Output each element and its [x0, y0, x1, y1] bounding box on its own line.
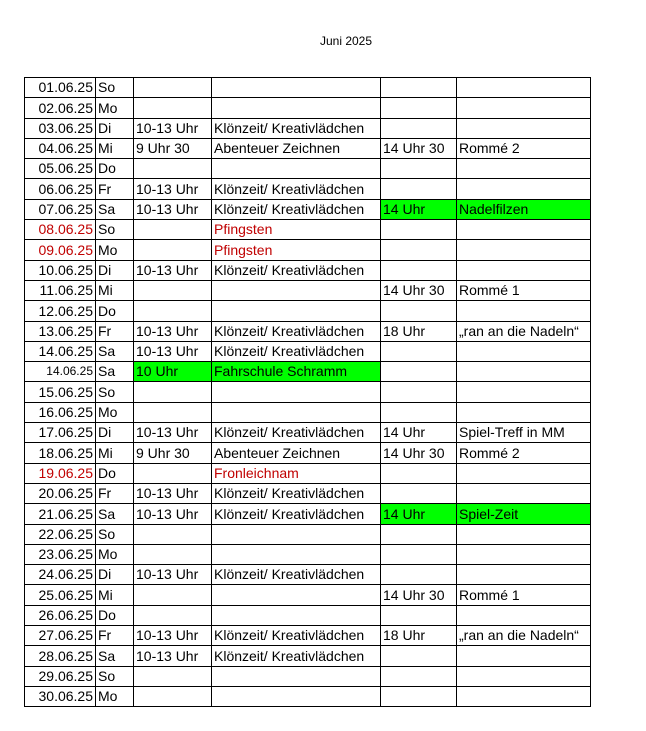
time1-cell: 10-13 Uhr — [134, 341, 212, 361]
event2-cell: Nadelfilzen — [457, 199, 591, 219]
time2-cell — [381, 605, 457, 625]
event1-cell: Klönzeit/ Kreativlädchen — [212, 118, 381, 138]
event1-cell: Klönzeit/ Kreativlädchen — [212, 626, 381, 646]
event2-cell — [457, 463, 591, 483]
weekday-cell: Mo — [96, 98, 134, 118]
event1-cell — [212, 78, 381, 98]
weekday-cell: So — [96, 78, 134, 98]
time2-cell — [381, 240, 457, 260]
event2-cell — [457, 605, 591, 625]
event1-cell: Klönzeit/ Kreativlädchen — [212, 179, 381, 199]
time2-cell — [381, 483, 457, 503]
table-row — [25, 301, 591, 321]
date-cell: 12.06.25 — [25, 301, 96, 321]
time2-cell — [381, 666, 457, 686]
event2-cell — [457, 78, 591, 98]
time2-cell — [381, 402, 457, 422]
table-row — [25, 443, 591, 463]
weekday-cell: Sa — [96, 646, 134, 666]
table-row — [25, 483, 591, 503]
weekday-cell: Di — [96, 260, 134, 280]
table-row — [25, 565, 591, 585]
date-cell: 14.06.25 — [25, 341, 96, 361]
weekday-cell: Mo — [96, 402, 134, 422]
time2-cell: 14 Uhr 30 — [381, 443, 457, 463]
weekday-cell: Do — [96, 605, 134, 625]
time2-cell — [381, 686, 457, 706]
event2-cell — [457, 382, 591, 402]
table-row — [25, 544, 591, 564]
weekday-cell: Mi — [96, 138, 134, 158]
weekday-cell: Di — [96, 565, 134, 585]
date-cell: 16.06.25 — [25, 402, 96, 422]
table-row — [25, 362, 591, 382]
weekday-cell: Mi — [96, 280, 134, 300]
time2-cell — [381, 78, 457, 98]
event2-cell: Spiel-Zeit — [457, 504, 591, 524]
time2-cell: 14 Uhr 30 — [381, 585, 457, 605]
event2-cell — [457, 524, 591, 544]
event1-cell: Klönzeit/ Kreativlädchen — [212, 341, 381, 361]
weekday-cell: Sa — [96, 362, 134, 382]
table-row — [25, 240, 591, 260]
date-cell: 05.06.25 — [25, 159, 96, 179]
event1-cell: Klönzeit/ Kreativlädchen — [212, 423, 381, 443]
table-row — [25, 260, 591, 280]
event1-cell — [212, 544, 381, 564]
table-row — [25, 585, 591, 605]
time1-cell — [134, 585, 212, 605]
weekday-cell: Di — [96, 423, 134, 443]
table-row — [25, 280, 591, 300]
weekday-cell: Do — [96, 463, 134, 483]
event2-cell — [457, 362, 591, 382]
event1-cell — [212, 98, 381, 118]
weekday-cell: Mo — [96, 686, 134, 706]
time2-cell — [381, 565, 457, 585]
table-row — [25, 98, 591, 118]
event2-cell — [457, 240, 591, 260]
time2-cell: 14 Uhr — [381, 504, 457, 524]
time2-cell — [381, 463, 457, 483]
time2-cell — [381, 118, 457, 138]
table-row — [25, 138, 591, 158]
time2-cell — [381, 220, 457, 240]
time1-cell — [134, 301, 212, 321]
weekday-cell: So — [96, 524, 134, 544]
event2-cell: „ran an die Nadeln“ — [457, 321, 591, 341]
time1-cell: 10-13 Uhr — [134, 179, 212, 199]
time1-cell — [134, 544, 212, 564]
time2-cell: 18 Uhr — [381, 321, 457, 341]
time2-cell — [381, 98, 457, 118]
date-cell: 30.06.25 — [25, 686, 96, 706]
event2-cell — [457, 646, 591, 666]
time1-cell — [134, 524, 212, 544]
date-cell: 03.06.25 — [25, 118, 96, 138]
date-cell: 01.06.25 — [25, 78, 96, 98]
time1-cell: 10-13 Uhr — [134, 504, 212, 524]
event1-cell — [212, 605, 381, 625]
event1-cell: Pfingsten — [212, 220, 381, 240]
calendar-body — [25, 78, 591, 707]
time1-cell: 10-13 Uhr — [134, 199, 212, 219]
weekday-cell: Mi — [96, 443, 134, 463]
date-cell: 04.06.25 — [25, 138, 96, 158]
event1-cell — [212, 524, 381, 544]
event2-cell: Rommé 2 — [457, 138, 591, 158]
weekday-cell: Sa — [96, 341, 134, 361]
event1-cell: Abenteuer Zeichnen — [212, 443, 381, 463]
time2-cell — [381, 341, 457, 361]
date-cell: 25.06.25 — [25, 585, 96, 605]
date-cell: 07.06.25 — [25, 199, 96, 219]
table-row — [25, 402, 591, 422]
date-cell: 21.06.25 — [25, 504, 96, 524]
time2-cell — [381, 524, 457, 544]
date-cell: 20.06.25 — [25, 483, 96, 503]
event2-cell: „ran an die Nadeln“ — [457, 626, 591, 646]
date-cell: 06.06.25 — [25, 179, 96, 199]
date-cell: 10.06.25 — [25, 260, 96, 280]
event1-cell: Pfingsten — [212, 240, 381, 260]
time2-cell — [381, 646, 457, 666]
event1-cell: Klönzeit/ Kreativlädchen — [212, 483, 381, 503]
event2-cell — [457, 220, 591, 240]
event1-cell — [212, 666, 381, 686]
weekday-cell: Mo — [96, 240, 134, 260]
time2-cell: 14 Uhr — [381, 199, 457, 219]
time2-cell — [381, 544, 457, 564]
date-cell: 17.06.25 — [25, 423, 96, 443]
time1-cell: 10-13 Uhr — [134, 423, 212, 443]
weekday-cell: Mo — [96, 544, 134, 564]
time1-cell: 10-13 Uhr — [134, 483, 212, 503]
event2-cell — [457, 686, 591, 706]
time1-cell — [134, 666, 212, 686]
time2-cell: 18 Uhr — [381, 626, 457, 646]
time1-cell — [134, 382, 212, 402]
event2-cell — [457, 118, 591, 138]
event1-cell — [212, 382, 381, 402]
table-row — [25, 118, 591, 138]
page-title: Juni 2025 — [319, 34, 373, 48]
date-cell: 13.06.25 — [25, 321, 96, 341]
weekday-cell: Mi — [96, 585, 134, 605]
time2-cell — [381, 260, 457, 280]
table-row — [25, 605, 591, 625]
event2-cell: Spiel-Treff in MM — [457, 423, 591, 443]
table-row — [25, 666, 591, 686]
weekday-cell: So — [96, 666, 134, 686]
event1-cell: Klönzeit/ Kreativlädchen — [212, 565, 381, 585]
table-row — [25, 423, 591, 443]
time2-cell: 14 Uhr 30 — [381, 280, 457, 300]
table-row — [25, 382, 591, 402]
date-cell: 15.06.25 — [25, 382, 96, 402]
event1-cell: Klönzeit/ Kreativlädchen — [212, 321, 381, 341]
table-row — [25, 626, 591, 646]
table-row — [25, 504, 591, 524]
event1-cell: Klönzeit/ Kreativlädchen — [212, 646, 381, 666]
event2-cell — [457, 565, 591, 585]
event1-cell — [212, 585, 381, 605]
date-cell: 28.06.25 — [25, 646, 96, 666]
time2-cell — [381, 382, 457, 402]
time1-cell — [134, 159, 212, 179]
table-row — [25, 199, 591, 219]
weekday-cell: Fr — [96, 626, 134, 646]
time1-cell: 9 Uhr 30 — [134, 138, 212, 158]
event1-cell — [212, 402, 381, 422]
event2-cell — [457, 98, 591, 118]
date-cell: 11.06.25 — [25, 280, 96, 300]
event2-cell — [457, 483, 591, 503]
table-row — [25, 220, 591, 240]
date-cell: 18.06.25 — [25, 443, 96, 463]
event1-cell — [212, 159, 381, 179]
weekday-cell: Fr — [96, 179, 134, 199]
time2-cell: 14 Uhr — [381, 423, 457, 443]
event1-cell: Fronleichnam — [212, 463, 381, 483]
time1-cell: 10-13 Uhr — [134, 321, 212, 341]
weekday-cell: Sa — [96, 504, 134, 524]
time1-cell: 9 Uhr 30 — [134, 443, 212, 463]
event1-cell: Klönzeit/ Kreativlädchen — [212, 504, 381, 524]
event2-cell: Rommé 1 — [457, 280, 591, 300]
time1-cell — [134, 280, 212, 300]
weekday-cell: Sa — [96, 199, 134, 219]
table-row — [25, 646, 591, 666]
time2-cell — [381, 301, 457, 321]
time1-cell: 10-13 Uhr — [134, 260, 212, 280]
date-cell: 27.06.25 — [25, 626, 96, 646]
time1-cell: 10-13 Uhr — [134, 565, 212, 585]
event1-cell: Klönzeit/ Kreativlädchen — [212, 260, 381, 280]
event2-cell — [457, 260, 591, 280]
event2-cell: Rommé 1 — [457, 585, 591, 605]
table-row — [25, 179, 591, 199]
time2-cell: 14 Uhr 30 — [381, 138, 457, 158]
time1-cell — [134, 78, 212, 98]
table-row — [25, 463, 591, 483]
weekday-cell: So — [96, 382, 134, 402]
event1-cell: Fahrschule Schramm — [212, 362, 381, 382]
date-cell: 22.06.25 — [25, 524, 96, 544]
time2-cell — [381, 362, 457, 382]
calendar-table — [24, 77, 591, 707]
table-row — [25, 159, 591, 179]
event2-cell — [457, 179, 591, 199]
date-cell: 08.06.25 — [25, 220, 96, 240]
date-cell: 19.06.25 — [25, 463, 96, 483]
date-cell: 24.06.25 — [25, 565, 96, 585]
date-cell: 09.06.25 — [25, 240, 96, 260]
date-cell: 23.06.25 — [25, 544, 96, 564]
event1-cell — [212, 686, 381, 706]
event2-cell — [457, 301, 591, 321]
date-cell: 29.06.25 — [25, 666, 96, 686]
time1-cell — [134, 220, 212, 240]
event2-cell — [457, 544, 591, 564]
table-row — [25, 524, 591, 544]
event1-cell: Klönzeit/ Kreativlädchen — [212, 199, 381, 219]
time1-cell — [134, 240, 212, 260]
time1-cell — [134, 463, 212, 483]
time1-cell: 10-13 Uhr — [134, 646, 212, 666]
table-row — [25, 321, 591, 341]
event2-cell — [457, 159, 591, 179]
time2-cell — [381, 179, 457, 199]
time1-cell: 10-13 Uhr — [134, 118, 212, 138]
time1-cell: 10-13 Uhr — [134, 626, 212, 646]
table-row — [25, 686, 591, 706]
weekday-cell: Do — [96, 159, 134, 179]
weekday-cell: Di — [96, 118, 134, 138]
event1-cell — [212, 301, 381, 321]
date-cell: 14.06.25 — [25, 362, 96, 382]
event2-cell: Rommé 2 — [457, 443, 591, 463]
time1-cell — [134, 605, 212, 625]
table-row — [25, 78, 591, 98]
time1-cell: 10 Uhr — [134, 362, 212, 382]
weekday-cell: So — [96, 220, 134, 240]
date-cell: 02.06.25 — [25, 98, 96, 118]
table-row — [25, 341, 591, 361]
weekday-cell: Fr — [96, 483, 134, 503]
event2-cell — [457, 666, 591, 686]
time1-cell — [134, 98, 212, 118]
event2-cell — [457, 341, 591, 361]
date-cell: 26.06.25 — [25, 605, 96, 625]
event2-cell — [457, 402, 591, 422]
weekday-cell: Do — [96, 301, 134, 321]
event1-cell: Abenteuer Zeichnen — [212, 138, 381, 158]
time2-cell — [381, 159, 457, 179]
time1-cell — [134, 402, 212, 422]
event1-cell — [212, 280, 381, 300]
weekday-cell: Fr — [96, 321, 134, 341]
time1-cell — [134, 686, 212, 706]
